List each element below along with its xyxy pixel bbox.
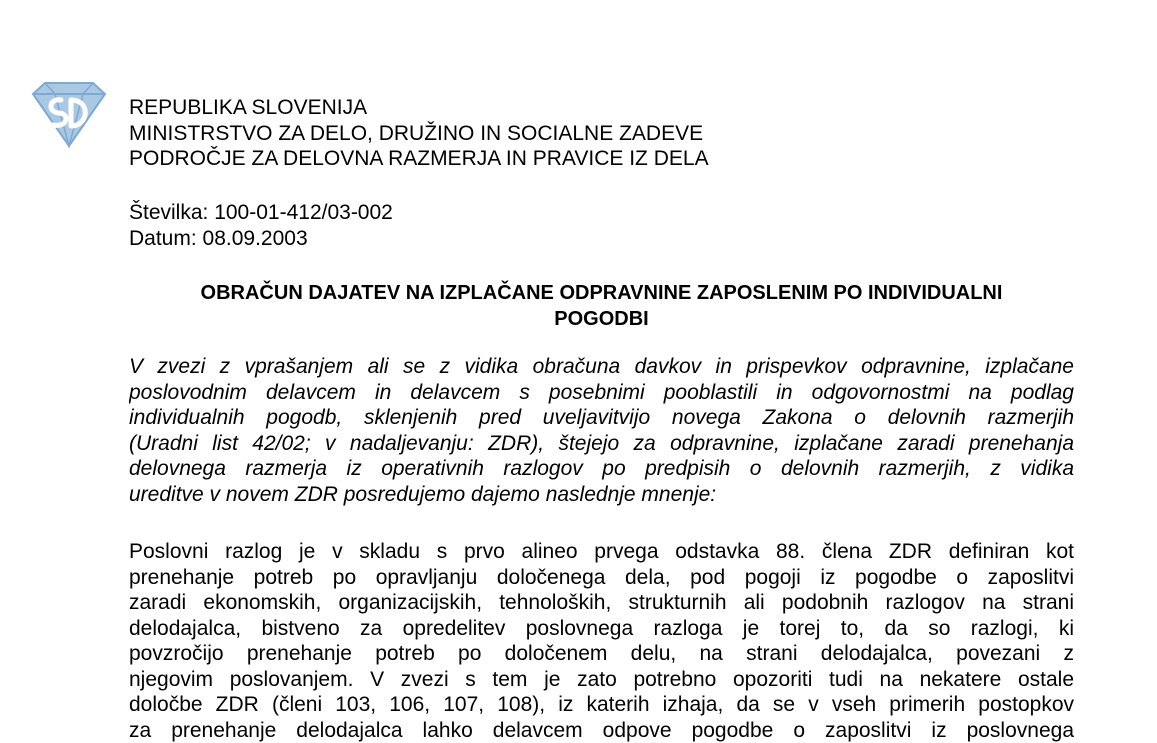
intro-line: poslovodnim delavcem in delavcem s posebnimi pooblastili in odgovornostmi na podlag — [129, 380, 1074, 404]
letterhead-ministry: MINISTRSTVO ZA DELO, DRUŽINO IN SOCIALNE ZADEVE — [129, 121, 704, 145]
intro-paragraph — [129, 354, 1074, 507]
body-line: Poslovni razlog je v skladu s prvo alineo prvega odstavka 88. člena ZDR definiran kot — [129, 540, 1074, 563]
intro-line: delovnega razmerja iz operativnih razlogov po predpisih o delovnih razmerjih, z vidika — [129, 457, 1074, 480]
letterhead — [129, 95, 709, 172]
intro-line: (Uradni list 42/02; v nadaljevanju: ZDR), štejejo za odpravnine, izplačane zaradi prenehanja — [129, 431, 1074, 455]
letterhead-country: REPUBLIKA SLOVENIJA — [129, 96, 368, 119]
reference-date: Datum: 08.09.2003 — [129, 226, 308, 250]
body-line: prenehanje potreb po opravljanju določenega dela, pod pogoji iz pogodbe o zaposlitvi — [129, 565, 1074, 589]
body-paragraph — [129, 539, 1074, 743]
body-line: zaradi ekonomskih, organizacijskih, tehnoloških, strukturnih ali podobnih razlogov na strani — [129, 591, 1074, 614]
body-line: delodajalca, bistveno za opredelitev poslovnega razloga je torej to, da so razlogi, ki — [129, 616, 1074, 640]
intro-line: individualnih pogodb, sklenjenih pred uveljavitvijo novega Zakona o delovnih razmerjih — [129, 406, 1074, 429]
title-line-2: POGODBI — [554, 308, 649, 330]
title-line-1: OBRAČUN DAJATEV NA IZPLAČANE ODPRAVNINE ZAPOSLENIM PO INDIVIDUALNI — [200, 282, 1003, 304]
document-title — [129, 280, 1074, 332]
letterhead-department: PODROČJE ZA DELOVNA RAZMERJA IN PRAVICE IZ DELA — [129, 147, 709, 170]
reference-number: Številka: 100-01-412/03-002 — [129, 201, 393, 224]
body-line: določbe ZDR (členi 103, 106, 107, 108), iz katerih izhaja, da se v vseh primerih postopkov — [129, 693, 1074, 716]
body-line: za prenehanje delodajalca lahko delavcem odpove pogodbe o zaposlitvi iz poslovnega — [129, 718, 1074, 742]
intro-line: V zvezi z vprašanjem ali se z vidika obračuna davkov in prispevkov odpravnine, izplačane — [129, 355, 1074, 378]
ministry-logo-icon — [27, 80, 111, 150]
body-line: povzročijo prenehanje potreb po določenem delu, na strani delodajalca, povezani z — [129, 642, 1074, 665]
document-reference — [129, 200, 393, 251]
intro-line-last: ureditve v novem ZDR posredujemo dajemo naslednje mnenje: — [129, 482, 717, 506]
body-line: njegovim poslovanjem. V zvezi s tem je zato potrebno opozoriti tudi na nekatere ostale — [129, 667, 1074, 691]
